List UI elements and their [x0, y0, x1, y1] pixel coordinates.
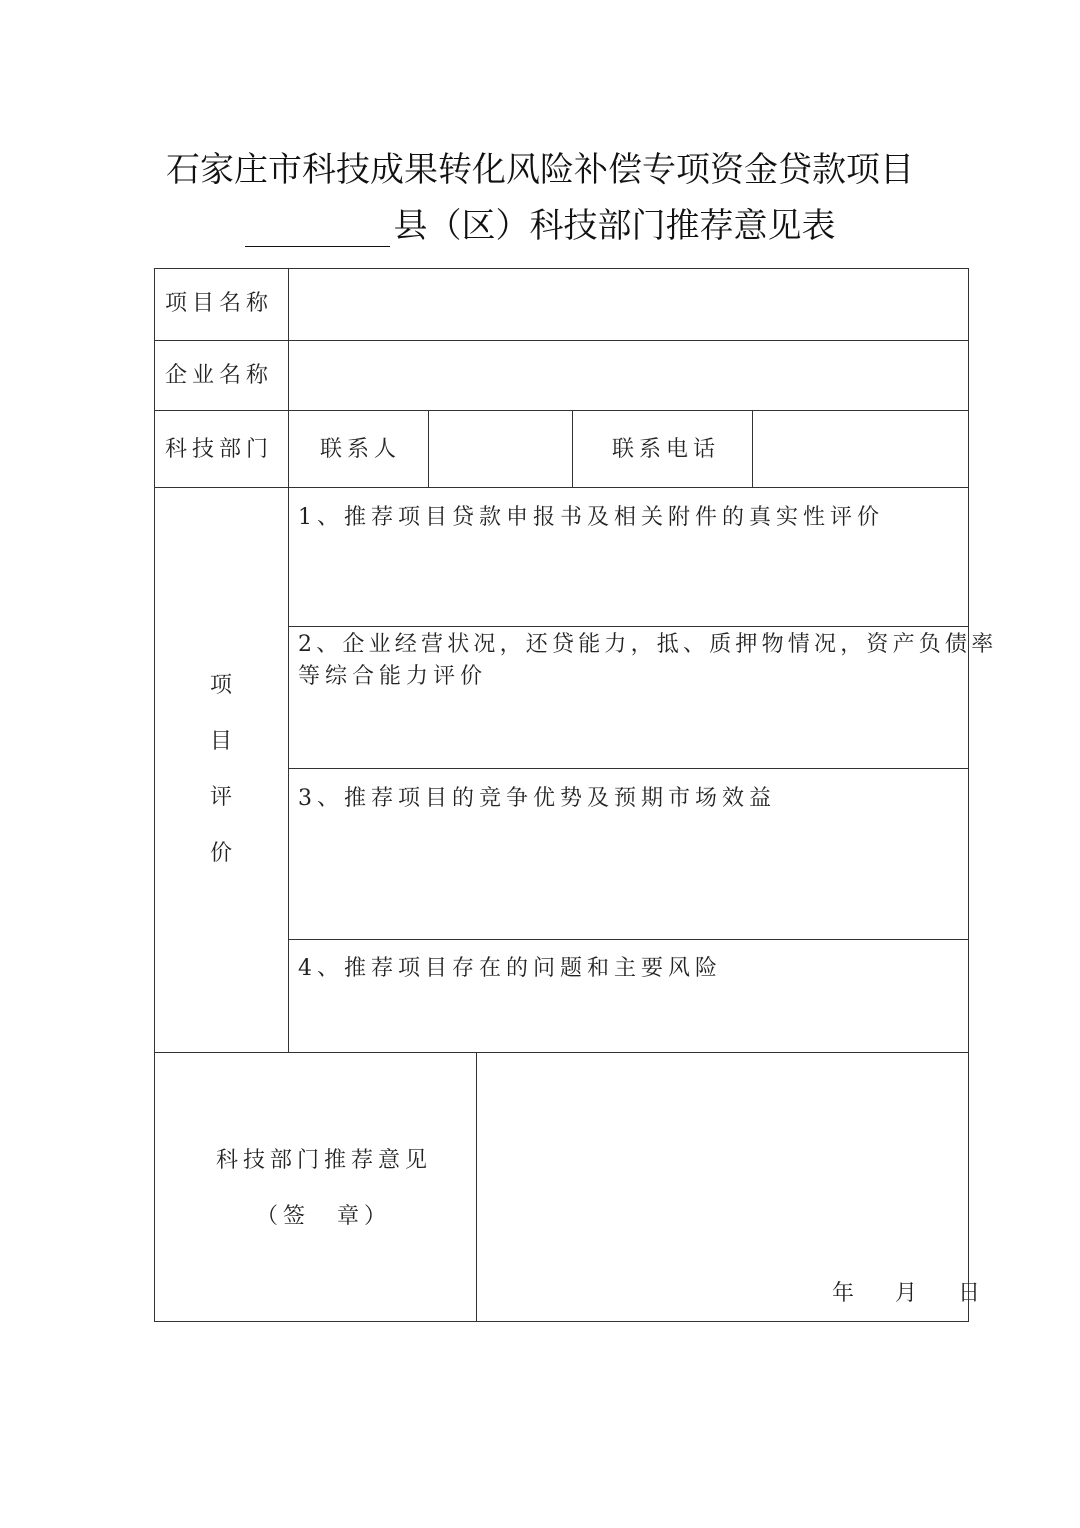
row-divider [154, 410, 969, 411]
row-divider [288, 768, 969, 769]
form-title-line2 [0, 198, 1080, 247]
table-border-right [968, 268, 969, 1322]
evaluation-label-char: 评 [210, 785, 233, 810]
evaluation-label-char: 项 [210, 673, 233, 698]
col-divider [476, 1052, 477, 1322]
company-name-field[interactable] [290, 342, 966, 408]
row-divider [154, 1052, 969, 1053]
form-title-line1: 石家庄市科技成果转化风险补偿专项资金贷款项目 [166, 150, 914, 190]
table-border-top [154, 268, 969, 269]
contact-person-field[interactable] [430, 412, 570, 486]
form-title-line2-text: 县（区）科技部门推荐意见表 [393, 206, 836, 246]
tech-dept-label: 科技部门 [165, 437, 274, 462]
row-divider [288, 939, 969, 940]
contact-phone-label: 联系电话 [612, 437, 721, 462]
recommendation-opinion-label: 科技部门推荐意见 [216, 1148, 433, 1173]
project-name-label: 项目名称 [165, 291, 274, 316]
row-divider [288, 626, 969, 627]
col-divider [752, 410, 753, 488]
col-divider [288, 268, 289, 1053]
contact-person-label: 联系人 [320, 437, 402, 462]
evaluation-label-char: 目 [210, 729, 233, 754]
table-border-bottom [154, 1321, 969, 1322]
seal-label: （签 章） [256, 1204, 392, 1229]
project-name-field[interactable] [290, 270, 966, 338]
eval-item-capability-line2: 等综合能力评价 [298, 664, 488, 689]
table-border-left [154, 268, 155, 1322]
eval-item-competitiveness: 3、推荐项目的竞争优势及预期市场效益 [298, 786, 776, 811]
company-name-label: 企业名称 [165, 363, 274, 388]
row-divider [154, 487, 969, 488]
col-divider [572, 410, 573, 488]
eval-item-capability-line1: 2、企业经营状况，还贷能力，抵、质押物情况，资产负债率 [298, 632, 998, 657]
eval-item-risks: 4、推荐项目存在的问题和主要风险 [298, 956, 722, 981]
col-divider [428, 410, 429, 488]
contact-phone-field[interactable] [754, 412, 966, 486]
row-divider [154, 340, 969, 341]
date-label: 年 月 日 [832, 1281, 984, 1306]
eval-item-authenticity: 1、推荐项目贷款申报书及相关附件的真实性评价 [298, 505, 884, 530]
evaluation-label-char: 价 [210, 841, 233, 866]
project-evaluation-label [210, 658, 232, 882]
county-name-blank[interactable] [245, 214, 390, 247]
